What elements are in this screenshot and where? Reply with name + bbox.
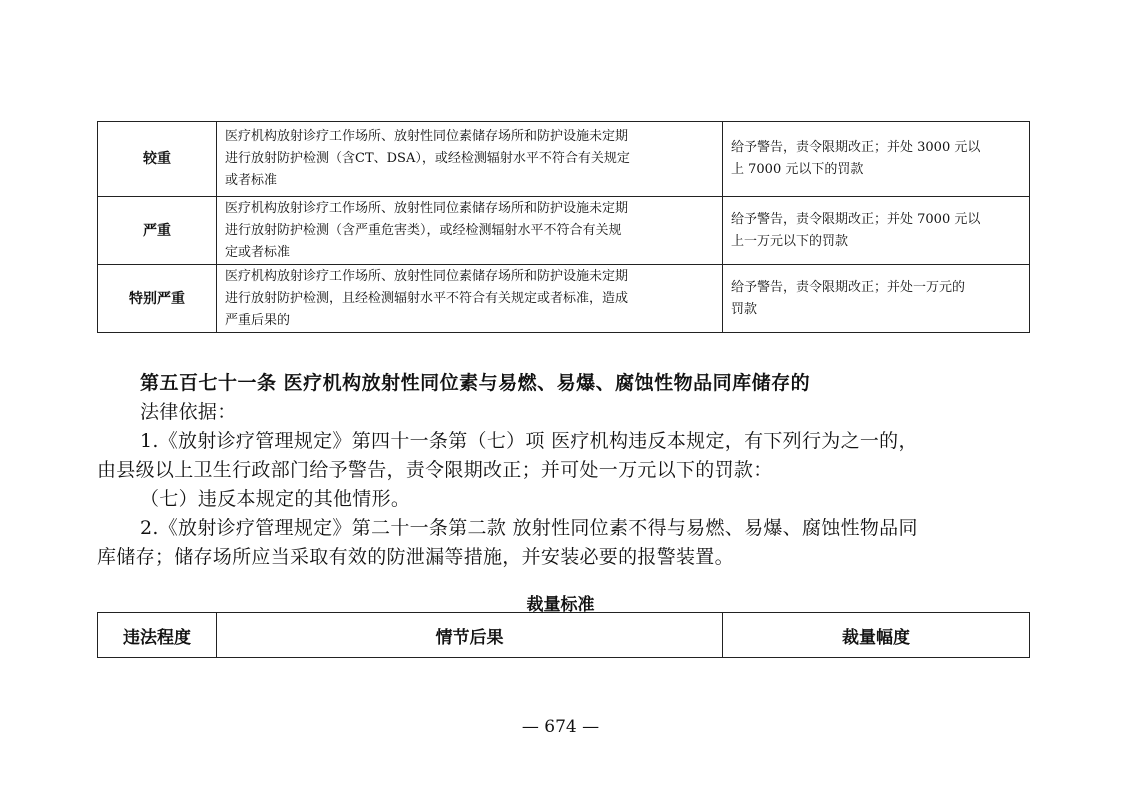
paragraph-line: 2.《放射诊疗管理规定》第二十一条第二款 放射性同位素不得与易燃、易爆、腐蚀性物品同 [140,517,918,539]
paragraph-line: （七）违反本规定的其他情形。 [140,488,411,510]
table-row [98,197,1030,265]
severity-cell: 严重 [98,197,217,265]
legal-basis-label: 法律依据： [140,401,237,423]
penalty-cell: 给予警告，责令限期改正；并处一万元的 罚款 [723,265,1030,333]
page-number: — 674 — [521,717,600,737]
column-header: 违法程度 [98,613,217,658]
column-header: 裁量幅度 [723,613,1030,658]
penalty-cell: 给予警告，责令限期改正；并处 7000 元以 上一万元以下的罚款 [723,197,1030,265]
circumstance-cell: 医疗机构放射诊疗工作场所、放射性同位素储存场所和防护设施未定期 进行放射防护检测（含CT、DSA），或经检测辐射水平不符合有关规定 或者标准 [217,122,723,197]
standard-title: 裁量标准 [526,595,595,615]
table-header-row [98,613,1030,658]
table-row [98,265,1030,333]
penalty-cell: 给予警告，责令限期改正；并处 3000 元以 上 7000 元以下的罚款 [723,122,1030,197]
standard-table [97,612,1030,658]
violation-table [97,121,1030,333]
severity-cell: 特别严重 [98,265,217,333]
column-header: 情节后果 [217,613,723,658]
paragraph-line: 由县级以上卫生行政部门给予警告，责令限期改正；并可处一万元以下的罚款： [97,459,773,481]
severity-cell: 较重 [98,122,217,197]
table-row [98,122,1030,197]
circumstance-cell: 医疗机构放射诊疗工作场所、放射性同位素储存场所和防护设施未定期 进行放射防护检测，且经检测辐射水平不符合有关规定或者标准，造成 严重后果的 [217,265,723,333]
paragraph-line: 库储存；储存场所应当采取有效的防泄漏等措施，并安装必要的报警装置。 [97,546,734,568]
paragraph-line: 1.《放射诊疗管理规定》第四十一条第（七）项 医疗机构违反本规定，有下列行为之一的， [140,430,918,452]
article-title: 第五百七十一条 医疗机构放射性同位素与易燃、易爆、腐蚀性物品同库储存的 [140,372,811,394]
circumstance-cell: 医疗机构放射诊疗工作场所、放射性同位素储存场所和防护设施未定期 进行放射防护检测（含严重危害类），或经检测辐射水平不符合有关规 定或者标准 [217,197,723,265]
